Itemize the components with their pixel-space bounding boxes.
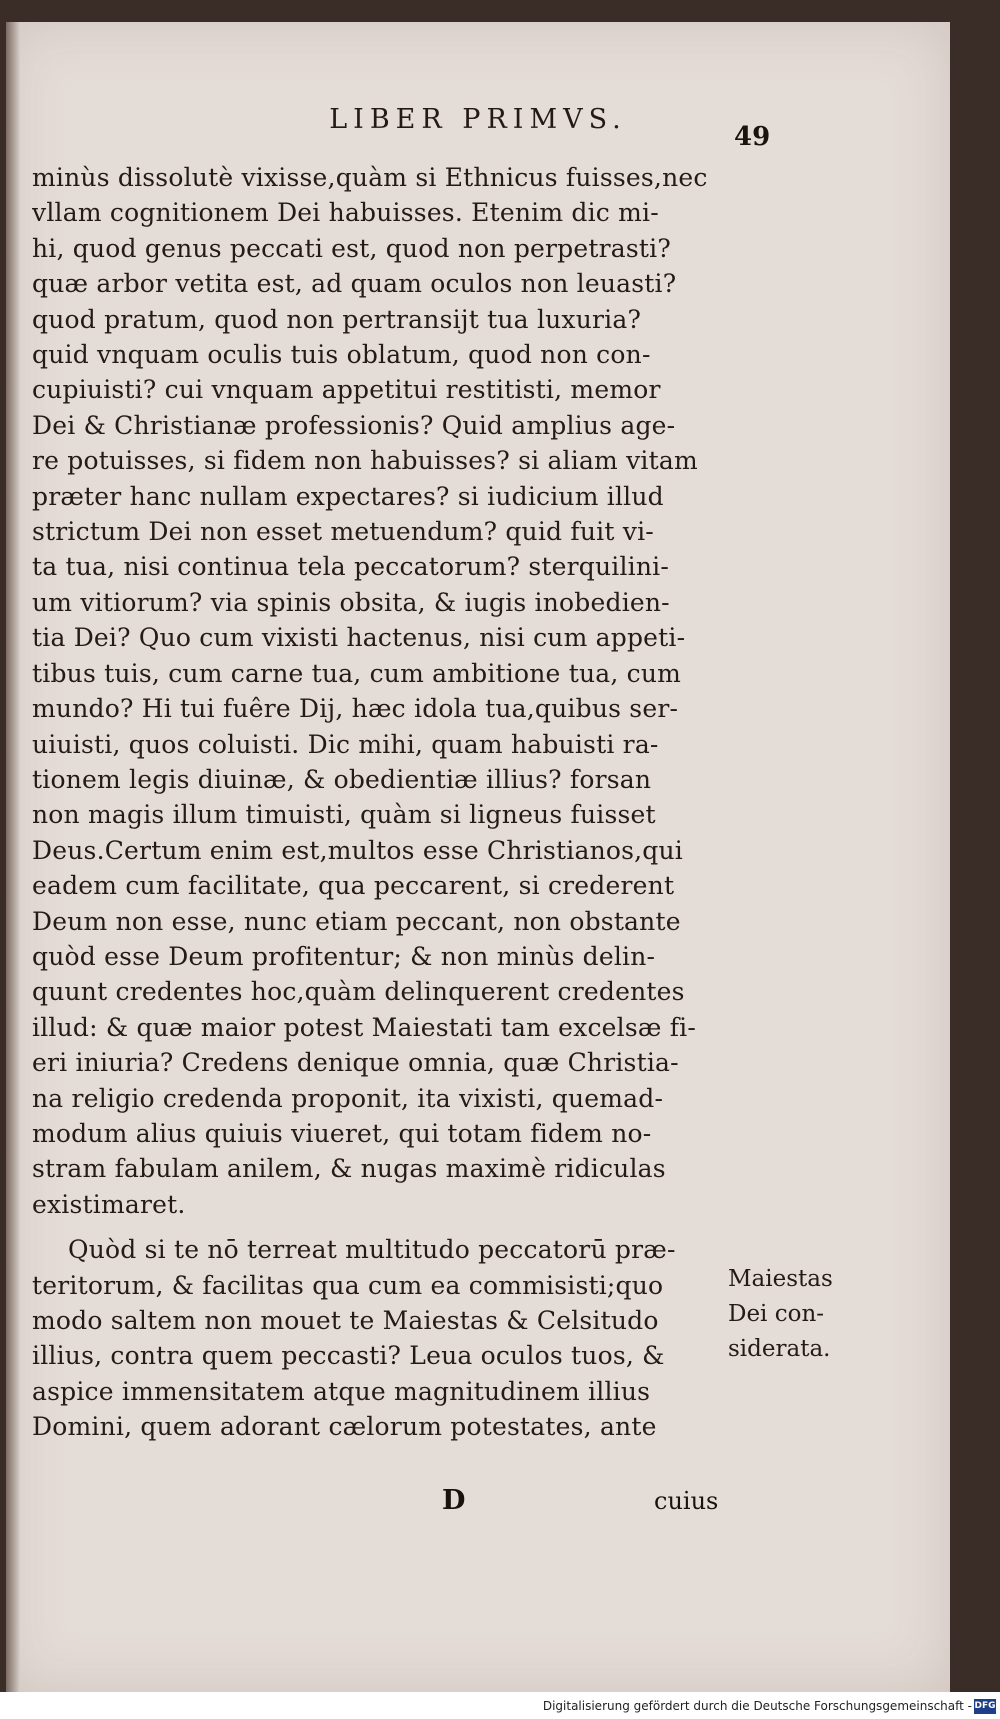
paragraph-gap (32, 1222, 722, 1232)
text-line: Domini, quem adorant cælorum potestates, ante (32, 1412, 657, 1442)
text-line: quid vnquam oculis tuis oblatum, quod non con- (32, 340, 651, 370)
text-line: aspice immensitatem atque magnitudinem illius (32, 1376, 651, 1406)
text-line: tibus tuis, cum carne tua, cum ambitione tua, cum (32, 658, 682, 688)
text-line: hi, quod genus peccati est, quod non perpetrasti? (32, 233, 671, 263)
text-line: stram fabulam anilem, & nugas maximè ridiculas (32, 1154, 666, 1184)
footer-credit: Digitalisierung gefördert durch die Deutsche Forschungsgemeinschaft - (542, 1699, 972, 1713)
catchword: cuius (654, 1487, 719, 1515)
text-line: uiuisti, quos coluisti. Dic mihi, quam habuisti ra- (32, 729, 659, 759)
main-text-block (32, 160, 722, 1445)
text-line: na religio credenda proponit, ita vixisti, quemad- (32, 1083, 664, 1113)
text-line: præter hanc nullam expectares? si iudicium illud (32, 481, 664, 511)
text-line: eadem cum facilitate, qua peccarent, si crederent (32, 871, 675, 901)
page-number: 49 (734, 122, 771, 152)
text-line: non magis illum timuisti, quàm si ligneus fuisset (32, 800, 656, 830)
text-line: quunt credentes hoc,quàm delinquerent credentes (32, 977, 685, 1007)
text-line: re potuisses, si fidem non habuisses? si aliam vitam (32, 446, 698, 476)
text-line: vllam cognitionem Dei habuisses. Etenim dic mi- (32, 198, 659, 228)
text-line: quod pratum, quod non pertransijt tua luxuria? (32, 304, 642, 334)
text-line: eri iniuria? Credens denique omnia, quæ Christia- (32, 1048, 679, 1078)
book-page (6, 22, 950, 1692)
text-line: Deum non esse, nunc etiam peccant, non obstante (32, 906, 681, 936)
marginal-note-line: siderata. (728, 1336, 831, 1362)
text-line: modum alius quiuis viueret, qui totam fidem no- (32, 1118, 652, 1148)
text-line: minùs dissolutè vixisse,quàm si Ethnicus fuisses,nec (32, 163, 708, 192)
text-line: modo saltem non mouet te Maiestas & Celsitudo (32, 1306, 659, 1335)
text-line: quòd esse Deum profitentur; & non minùs delin- (32, 941, 656, 971)
text-line: Deus.Certum enim est,multos esse Christianos,qui (32, 835, 684, 865)
text-line: tia Dei? Quo cum vixisti hactenus, nisi cum appeti- (32, 623, 686, 653)
marginal-note (728, 1262, 858, 1367)
signature-mark: D (442, 1485, 466, 1516)
dfg-logo-badge: DFG (974, 1699, 996, 1714)
text-line: ta tua, nisi continua tela peccatorum? sterquilini- (32, 552, 670, 582)
text-line: quæ arbor vetita est, ad quam oculos non leuasti? (32, 269, 677, 299)
text-line: illius, contra quem peccasti? Leua oculos tuos, & (32, 1341, 665, 1371)
text-line: strictum Dei non esset metuendum? quid fuit vi- (32, 517, 654, 547)
running-head: LIBER PRIMVS. (329, 104, 627, 135)
text-line: teritorum, & facilitas qua cum ea commisisti;quo (32, 1270, 664, 1300)
text-line: um vitiorum? via spinis obsita, & iugis inobedien- (32, 587, 670, 617)
footer-bar (0, 1692, 1000, 1719)
marginal-note-line: Dei con- (728, 1301, 825, 1327)
text-line: Quòd si te nō terreat multitudo peccatorū præ- (68, 1235, 676, 1265)
text-line: existimaret. (32, 1189, 186, 1219)
text-line: illud: & quæ maior potest Maiestati tam excelsæ fi- (32, 1012, 697, 1042)
text-line: Dei & Christianæ professionis? Quid amplius age- (32, 410, 676, 440)
text-line: cupiuisti? cui vnquam appetitui restitisti, memor (32, 375, 661, 405)
text-line: tionem legis diuinæ, & obedientiæ illius? forsan (32, 764, 652, 794)
marginal-note-line: Maiestas (728, 1266, 833, 1292)
text-line: mundo? Hi tui fuêre Dij, hæc idola tua,quibus ser- (32, 694, 679, 724)
page-gutter-shadow (6, 22, 20, 1692)
